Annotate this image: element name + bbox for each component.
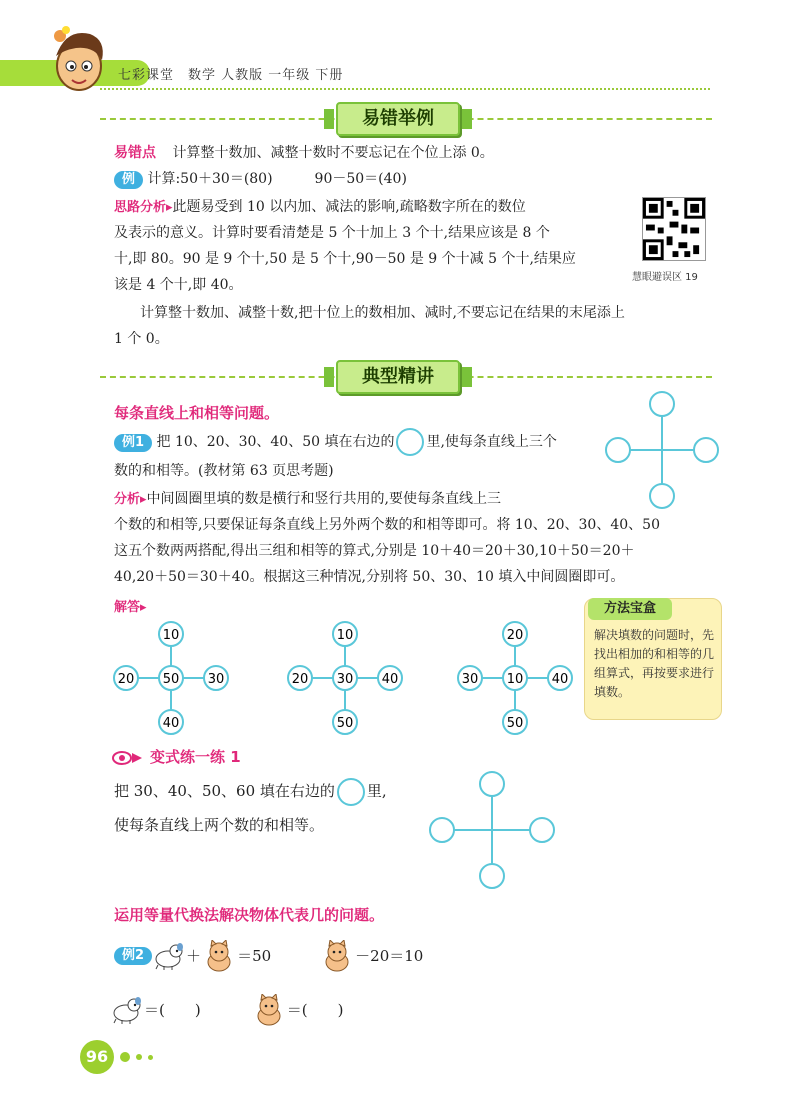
answer3-right: 40 bbox=[551, 672, 569, 687]
blank-circle-bottom[interactable] bbox=[650, 484, 674, 508]
answer-diagram-3 bbox=[452, 618, 578, 738]
example2-answer-dog[interactable]: ＝( ) bbox=[144, 1001, 201, 1019]
qr-code-icon[interactable] bbox=[642, 197, 706, 261]
topic-1: 每条直线上和相等问题。 bbox=[114, 404, 280, 422]
example-tag: 例 bbox=[114, 171, 143, 189]
mistake-text: 计算整十数加、减整十数时不要忘记在个位上添 0。 bbox=[172, 145, 494, 161]
analysis2-line-3: 这五个数两两搭配,得出三组和相等的算式,分别是 10＋40＝20＋30,10＋50＝20＋ bbox=[114, 543, 635, 559]
answer3-top: 20 bbox=[506, 628, 524, 643]
eye-arrow-icon bbox=[112, 750, 144, 766]
example1-tag: 例1 bbox=[114, 434, 152, 452]
analysis2-label: 分析▸ bbox=[114, 492, 147, 507]
method-box-text: 解决填数的问题时，先找出相加的和相等的几组算式，再按要求进行填数。 bbox=[594, 628, 715, 699]
answer1-top: 10 bbox=[162, 628, 180, 643]
blank-circle-icon bbox=[337, 778, 365, 806]
answer3-left: 30 bbox=[461, 672, 479, 687]
analysis-line-4: 该是 4 个十,即 40。 bbox=[114, 277, 243, 293]
mistake-statement bbox=[114, 140, 494, 166]
answer-diagram-2 bbox=[282, 618, 408, 738]
summary-line-1: 计算整十数加、减整十数,把十位上的数相加、减时,不要忘记在结果的末尾添上 bbox=[140, 305, 625, 321]
cat-icon bbox=[319, 940, 355, 972]
practice-text-a: 把 30、40、50、60 填在右边的 bbox=[114, 782, 335, 800]
mistake-label: 易错点 bbox=[114, 145, 156, 161]
section-title-lecture: 典型精讲 bbox=[336, 360, 460, 394]
practice-title: 变式练一练 1 bbox=[150, 748, 241, 766]
blank-circle-icon bbox=[396, 428, 424, 456]
example2-result-1: ＝50 bbox=[237, 947, 272, 965]
blank-circle-top[interactable] bbox=[650, 392, 674, 416]
analysis-block bbox=[114, 194, 629, 221]
example-text: 计算:50＋30＝(80) 90－50＝(40) bbox=[147, 171, 407, 187]
answer3-bottom: 50 bbox=[506, 716, 524, 731]
practice-line-2: 使每条直线上两个数的和相等。 bbox=[114, 816, 325, 834]
example1-text-b: 里,使每条直线上三个 bbox=[426, 434, 557, 450]
section-title-mistakes: 易错举例 bbox=[336, 102, 460, 136]
answer2-top: 10 bbox=[336, 628, 354, 643]
example2-plus: ＋ bbox=[186, 947, 202, 965]
analysis-line-3: 十,即 80。90 是 9 个十,50 是 5 个十,90－50 是 9 个十减 5 个十,结果应 bbox=[114, 251, 576, 267]
example2-tag: 例2 bbox=[114, 947, 152, 965]
answer2-left: 20 bbox=[291, 672, 309, 687]
analysis2-line-1 bbox=[114, 486, 501, 513]
example1-text-a: 把 10、20、30、40、50 填在右边的 bbox=[156, 434, 395, 450]
example2-answer-cat[interactable]: ＝( ) bbox=[286, 1001, 344, 1019]
practice-circle-right[interactable] bbox=[530, 818, 554, 842]
example-line bbox=[114, 166, 407, 192]
page-number: 96 bbox=[80, 1040, 114, 1074]
blank-circle-right[interactable] bbox=[694, 438, 718, 462]
method-box-title: 方法宝盒 bbox=[588, 598, 672, 620]
analysis-label: 思路分析▸ bbox=[114, 200, 173, 215]
header-divider bbox=[100, 88, 710, 90]
answer1-center: 50 bbox=[162, 672, 180, 687]
qr-caption: 慧眼避误区 19 bbox=[632, 272, 698, 283]
analysis-line-1: 此题易受到 10 以内加、减法的影响,疏略数字所在的数位 bbox=[172, 199, 526, 215]
practice-text-b: 里, bbox=[366, 782, 387, 800]
practice-circle-bottom[interactable] bbox=[480, 864, 504, 888]
practice-circle-top[interactable] bbox=[480, 772, 504, 796]
example2-result-2: －20＝10 bbox=[355, 947, 424, 965]
analysis2-text-1: 中间圆圈里填的数是横行和竖行共用的,要使每条直线上三 bbox=[146, 491, 501, 507]
decor-dot bbox=[148, 1055, 153, 1060]
analysis-line-2: 及表示的意义。计算时要看清楚是 5 个十加上 3 个十,结果应该是 8 个 bbox=[114, 225, 550, 241]
example1-line-2: 数的和相等。(教材第 63 页思考题) bbox=[114, 463, 334, 479]
answer2-right: 40 bbox=[381, 672, 399, 687]
answer2-bottom: 50 bbox=[336, 716, 354, 731]
example1-line-1 bbox=[114, 428, 557, 456]
summary-line-2: 1 个 0。 bbox=[114, 331, 169, 347]
example2-equation-1 bbox=[114, 940, 423, 972]
answer1-bottom: 40 bbox=[162, 716, 180, 731]
cat-icon bbox=[251, 994, 287, 1026]
decor-dot bbox=[120, 1052, 130, 1062]
practice-line-1 bbox=[114, 778, 387, 806]
answer2-center: 30 bbox=[336, 672, 354, 687]
answer1-right: 30 bbox=[207, 672, 225, 687]
answer-diagram-1 bbox=[108, 618, 234, 738]
cat-icon bbox=[201, 940, 237, 972]
dog-icon bbox=[110, 995, 144, 1025]
practice-circle-left[interactable] bbox=[430, 818, 454, 842]
practice-cross-diagram bbox=[424, 770, 560, 892]
answer-label: 解答▸ bbox=[114, 600, 147, 615]
decor-dot bbox=[136, 1054, 142, 1060]
example2-answers bbox=[110, 994, 343, 1026]
header-title: 七彩课堂 数学 人教版 一年级 下册 bbox=[118, 68, 344, 83]
dog-icon bbox=[152, 941, 186, 971]
answer3-center: 10 bbox=[506, 672, 524, 687]
analysis2-line-2: 个数的和相等,只要保证每条直线上另外两个数的和相等即可。将 10、20、30、40、50 bbox=[114, 517, 660, 533]
mascot-icon bbox=[46, 26, 112, 102]
analysis2-line-4: 40,20＋50＝30＋40。根据这三种情况,分别将 50、30、10 填入中间圆圈即可。 bbox=[114, 569, 625, 585]
topic-2: 运用等量代换法解决物体代表几的问题。 bbox=[114, 906, 385, 924]
answer1-left: 20 bbox=[117, 672, 135, 687]
blank-circle-left[interactable] bbox=[606, 438, 630, 462]
cross-diagram-empty bbox=[600, 390, 724, 510]
